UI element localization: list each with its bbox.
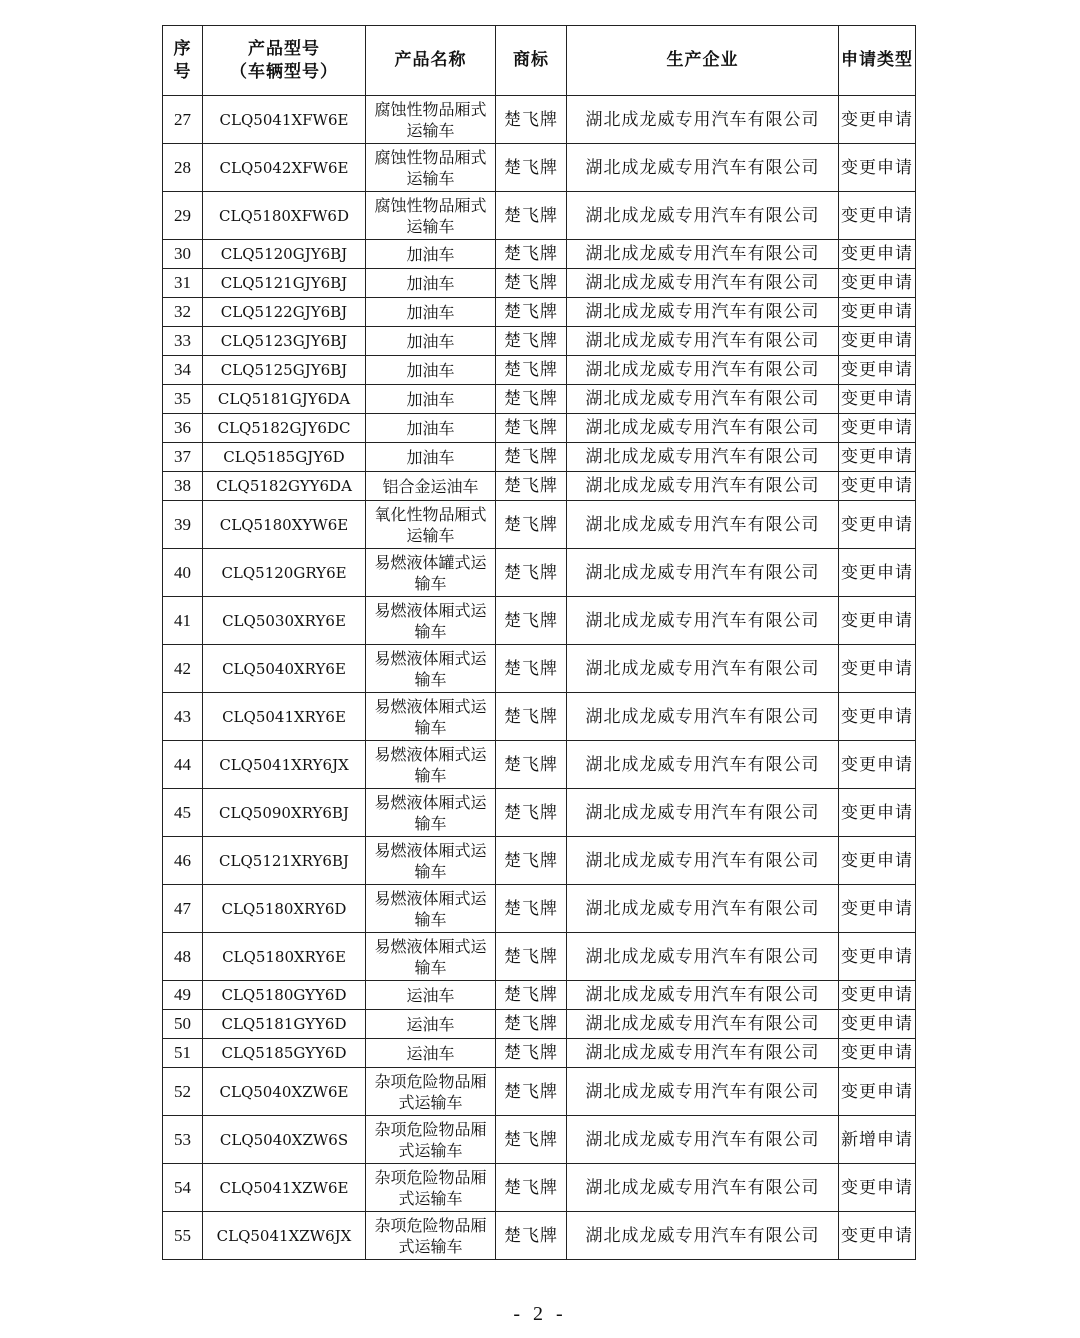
cell-product-name: 易燃液体厢式运输车 [366, 789, 496, 837]
table-row [163, 269, 916, 298]
cell-brand: 楚飞牌 [496, 597, 567, 645]
cell-application-type: 变更申请 [839, 472, 916, 501]
cell-product-name: 加油车 [366, 385, 496, 414]
cell-company: 湖北成龙威专用汽车有限公司 [567, 501, 839, 549]
cell-application-type: 变更申请 [839, 144, 916, 192]
cell-model: CLQ5180GYY6D [203, 981, 366, 1010]
cell-brand: 楚飞牌 [496, 443, 567, 472]
table-row [163, 789, 916, 837]
cell-product-name: 加油车 [366, 356, 496, 385]
cell-application-type: 新增申请 [839, 1116, 916, 1164]
cell-company: 湖北成龙威专用汽车有限公司 [567, 356, 839, 385]
cell-brand: 楚飞牌 [496, 1212, 567, 1260]
cell-seq: 51 [163, 1039, 203, 1068]
cell-brand: 楚飞牌 [496, 549, 567, 597]
cell-seq: 44 [163, 741, 203, 789]
cell-company: 湖北成龙威专用汽车有限公司 [567, 597, 839, 645]
cell-brand: 楚飞牌 [496, 981, 567, 1010]
table-row [163, 741, 916, 789]
cell-seq: 50 [163, 1010, 203, 1039]
cell-application-type: 变更申请 [839, 789, 916, 837]
cell-application-type: 变更申请 [839, 693, 916, 741]
cell-product-name: 易燃液体厢式运输车 [366, 837, 496, 885]
table-row [163, 240, 916, 269]
cell-model: CLQ5041XRY6E [203, 693, 366, 741]
cell-model: CLQ5180XRY6D [203, 885, 366, 933]
cell-product-name: 杂项危险物品厢式运输车 [366, 1116, 496, 1164]
cell-brand: 楚飞牌 [496, 645, 567, 693]
cell-brand: 楚飞牌 [496, 1068, 567, 1116]
cell-brand: 楚飞牌 [496, 1010, 567, 1039]
table-row [163, 1164, 916, 1212]
cell-model: CLQ5181GYY6D [203, 1010, 366, 1039]
cell-product-name: 加油车 [366, 327, 496, 356]
cell-product-name: 腐蚀性物品厢式运输车 [366, 192, 496, 240]
cell-brand: 楚飞牌 [496, 96, 567, 144]
table-row [163, 501, 916, 549]
header-seq: 序号 [163, 26, 203, 96]
cell-company: 湖北成龙威专用汽车有限公司 [567, 741, 839, 789]
cell-product-name: 杂项危险物品厢式运输车 [366, 1164, 496, 1212]
table-body [163, 96, 916, 1260]
cell-model: CLQ5041XRY6JX [203, 741, 366, 789]
cell-seq: 29 [163, 192, 203, 240]
cell-model: CLQ5090XRY6BJ [203, 789, 366, 837]
cell-company: 湖北成龙威专用汽车有限公司 [567, 1039, 839, 1068]
cell-application-type: 变更申请 [839, 1212, 916, 1260]
cell-application-type: 变更申请 [839, 443, 916, 472]
cell-application-type: 变更申请 [839, 1068, 916, 1116]
table-row [163, 1212, 916, 1260]
cell-model: CLQ5041XZW6JX [203, 1212, 366, 1260]
cell-model: CLQ5120GRY6E [203, 549, 366, 597]
cell-product-name: 加油车 [366, 443, 496, 472]
cell-company: 湖北成龙威专用汽车有限公司 [567, 1068, 839, 1116]
table-row [163, 472, 916, 501]
header-type: 申请类型 [839, 26, 916, 96]
cell-company: 湖北成龙威专用汽车有限公司 [567, 1212, 839, 1260]
cell-seq: 48 [163, 933, 203, 981]
cell-product-name: 腐蚀性物品厢式运输车 [366, 144, 496, 192]
table-row [163, 933, 916, 981]
table-row [163, 837, 916, 885]
cell-model: CLQ5185GJY6D [203, 443, 366, 472]
cell-company: 湖北成龙威专用汽车有限公司 [567, 645, 839, 693]
cell-product-name: 氧化性物品厢式运输车 [366, 501, 496, 549]
cell-product-name: 易燃液体厢式运输车 [366, 933, 496, 981]
cell-model: CLQ5123GJY6BJ [203, 327, 366, 356]
cell-company: 湖北成龙威专用汽车有限公司 [567, 240, 839, 269]
cell-company: 湖北成龙威专用汽车有限公司 [567, 96, 839, 144]
cell-product-name: 易燃液体罐式运输车 [366, 549, 496, 597]
cell-brand: 楚飞牌 [496, 501, 567, 549]
cell-brand: 楚飞牌 [496, 414, 567, 443]
cell-seq: 39 [163, 501, 203, 549]
cell-product-name: 加油车 [366, 269, 496, 298]
cell-brand: 楚飞牌 [496, 693, 567, 741]
cell-brand: 楚飞牌 [496, 1116, 567, 1164]
cell-brand: 楚飞牌 [496, 269, 567, 298]
cell-seq: 34 [163, 356, 203, 385]
cell-model: CLQ5180XRY6E [203, 933, 366, 981]
cell-model: CLQ5042XFW6E [203, 144, 366, 192]
cell-product-name: 加油车 [366, 414, 496, 443]
cell-brand: 楚飞牌 [496, 1039, 567, 1068]
cell-company: 湖北成龙威专用汽车有限公司 [567, 414, 839, 443]
cell-seq: 40 [163, 549, 203, 597]
cell-company: 湖北成龙威专用汽车有限公司 [567, 472, 839, 501]
cell-product-name: 加油车 [366, 298, 496, 327]
cell-model: CLQ5121XRY6BJ [203, 837, 366, 885]
cell-product-name: 运油车 [366, 1010, 496, 1039]
table-row [163, 327, 916, 356]
cell-application-type: 变更申请 [839, 192, 916, 240]
cell-company: 湖北成龙威专用汽车有限公司 [567, 789, 839, 837]
cell-product-name: 铝合金运油车 [366, 472, 496, 501]
cell-model: CLQ5121GJY6BJ [203, 269, 366, 298]
cell-company: 湖北成龙威专用汽车有限公司 [567, 693, 839, 741]
table-row [163, 443, 916, 472]
cell-company: 湖北成龙威专用汽车有限公司 [567, 837, 839, 885]
cell-model: CLQ5030XRY6E [203, 597, 366, 645]
cell-application-type: 变更申请 [839, 269, 916, 298]
cell-application-type: 变更申请 [839, 1164, 916, 1212]
cell-seq: 31 [163, 269, 203, 298]
cell-product-name: 易燃液体厢式运输车 [366, 597, 496, 645]
header-name: 产品名称 [366, 26, 496, 96]
header-model-line1: 产品型号 [248, 38, 320, 59]
table-row [163, 597, 916, 645]
table-row [163, 414, 916, 443]
cell-seq: 52 [163, 1068, 203, 1116]
cell-seq: 37 [163, 443, 203, 472]
vehicle-registry-table [162, 25, 916, 1260]
table-row [163, 981, 916, 1010]
cell-seq: 35 [163, 385, 203, 414]
cell-brand: 楚飞牌 [496, 356, 567, 385]
cell-model: CLQ5041XFW6E [203, 96, 366, 144]
cell-application-type: 变更申请 [839, 385, 916, 414]
cell-company: 湖北成龙威专用汽车有限公司 [567, 144, 839, 192]
cell-brand: 楚飞牌 [496, 240, 567, 269]
cell-product-name: 加油车 [366, 240, 496, 269]
cell-model: CLQ5122GJY6BJ [203, 298, 366, 327]
cell-application-type: 变更申请 [839, 741, 916, 789]
cell-application-type: 变更申请 [839, 356, 916, 385]
cell-model: CLQ5125GJY6BJ [203, 356, 366, 385]
cell-company: 湖北成龙威专用汽车有限公司 [567, 298, 839, 327]
table-row [163, 1068, 916, 1116]
table-row [163, 1039, 916, 1068]
page-number: - 2 - [513, 1303, 567, 1325]
cell-product-name: 易燃液体厢式运输车 [366, 885, 496, 933]
cell-brand: 楚飞牌 [496, 789, 567, 837]
cell-company: 湖北成龙威专用汽车有限公司 [567, 192, 839, 240]
cell-seq: 45 [163, 789, 203, 837]
cell-application-type: 变更申请 [839, 501, 916, 549]
cell-company: 湖北成龙威专用汽车有限公司 [567, 1164, 839, 1212]
cell-seq: 47 [163, 885, 203, 933]
table-row [163, 1010, 916, 1039]
cell-model: CLQ5180XFW6D [203, 192, 366, 240]
cell-company: 湖北成龙威专用汽车有限公司 [567, 1116, 839, 1164]
cell-seq: 27 [163, 96, 203, 144]
cell-application-type: 变更申请 [839, 837, 916, 885]
cell-brand: 楚飞牌 [496, 741, 567, 789]
cell-model: CLQ5040XRY6E [203, 645, 366, 693]
cell-brand: 楚飞牌 [496, 327, 567, 356]
cell-company: 湖北成龙威专用汽车有限公司 [567, 443, 839, 472]
cell-company: 湖北成龙威专用汽车有限公司 [567, 549, 839, 597]
cell-application-type: 变更申请 [839, 327, 916, 356]
cell-brand: 楚飞牌 [496, 144, 567, 192]
cell-model: CLQ5041XZW6E [203, 1164, 366, 1212]
cell-product-name: 杂项危险物品厢式运输车 [366, 1068, 496, 1116]
table-row [163, 693, 916, 741]
cell-brand: 楚飞牌 [496, 837, 567, 885]
cell-company: 湖北成龙威专用汽车有限公司 [567, 933, 839, 981]
cell-seq: 28 [163, 144, 203, 192]
table-row [163, 385, 916, 414]
table-row [163, 885, 916, 933]
cell-company: 湖北成龙威专用汽车有限公司 [567, 269, 839, 298]
cell-seq: 46 [163, 837, 203, 885]
cell-application-type: 变更申请 [839, 885, 916, 933]
cell-seq: 41 [163, 597, 203, 645]
cell-application-type: 变更申请 [839, 96, 916, 144]
cell-application-type: 变更申请 [839, 298, 916, 327]
cell-seq: 53 [163, 1116, 203, 1164]
cell-model: CLQ5181GJY6DA [203, 385, 366, 414]
cell-application-type: 变更申请 [839, 240, 916, 269]
cell-company: 湖北成龙威专用汽车有限公司 [567, 885, 839, 933]
cell-product-name: 易燃液体厢式运输车 [366, 693, 496, 741]
cell-company: 湖北成龙威专用汽车有限公司 [567, 385, 839, 414]
cell-application-type: 变更申请 [839, 414, 916, 443]
table-header-row [163, 26, 916, 96]
cell-application-type: 变更申请 [839, 1039, 916, 1068]
table-row [163, 356, 916, 385]
cell-seq: 30 [163, 240, 203, 269]
cell-seq: 43 [163, 693, 203, 741]
cell-application-type: 变更申请 [839, 1010, 916, 1039]
cell-model: CLQ5040XZW6S [203, 1116, 366, 1164]
cell-seq: 32 [163, 298, 203, 327]
cell-seq: 36 [163, 414, 203, 443]
cell-application-type: 变更申请 [839, 933, 916, 981]
cell-brand: 楚飞牌 [496, 385, 567, 414]
cell-application-type: 变更申请 [839, 981, 916, 1010]
header-model-line2: （车辆型号） [230, 61, 338, 82]
cell-model: CLQ5182GYY6DA [203, 472, 366, 501]
cell-model: CLQ5180XYW6E [203, 501, 366, 549]
table-row [163, 96, 916, 144]
cell-product-name: 杂项危险物品厢式运输车 [366, 1212, 496, 1260]
cell-brand: 楚飞牌 [496, 933, 567, 981]
cell-brand: 楚飞牌 [496, 298, 567, 327]
cell-seq: 42 [163, 645, 203, 693]
cell-product-name: 腐蚀性物品厢式运输车 [366, 96, 496, 144]
cell-seq: 55 [163, 1212, 203, 1260]
header-brand: 商标 [496, 26, 567, 96]
cell-product-name: 运油车 [366, 981, 496, 1010]
cell-company: 湖北成龙威专用汽车有限公司 [567, 1010, 839, 1039]
header-model [203, 26, 366, 96]
table-row [163, 298, 916, 327]
cell-seq: 33 [163, 327, 203, 356]
cell-brand: 楚飞牌 [496, 885, 567, 933]
cell-brand: 楚飞牌 [496, 1164, 567, 1212]
cell-brand: 楚飞牌 [496, 192, 567, 240]
cell-seq: 38 [163, 472, 203, 501]
cell-application-type: 变更申请 [839, 645, 916, 693]
table-row [163, 645, 916, 693]
cell-model: CLQ5120GJY6BJ [203, 240, 366, 269]
cell-application-type: 变更申请 [839, 549, 916, 597]
cell-seq: 54 [163, 1164, 203, 1212]
cell-brand: 楚飞牌 [496, 472, 567, 501]
cell-company: 湖北成龙威专用汽车有限公司 [567, 327, 839, 356]
header-company: 生产企业 [567, 26, 839, 96]
cell-seq: 49 [163, 981, 203, 1010]
cell-product-name: 运油车 [366, 1039, 496, 1068]
cell-model: CLQ5040XZW6E [203, 1068, 366, 1116]
table-row [163, 549, 916, 597]
table-row [163, 144, 916, 192]
table-row [163, 192, 916, 240]
cell-model: CLQ5185GYY6D [203, 1039, 366, 1068]
cell-product-name: 易燃液体厢式运输车 [366, 741, 496, 789]
cell-product-name: 易燃液体厢式运输车 [366, 645, 496, 693]
cell-company: 湖北成龙威专用汽车有限公司 [567, 981, 839, 1010]
cell-application-type: 变更申请 [839, 597, 916, 645]
table-row [163, 1116, 916, 1164]
cell-model: CLQ5182GJY6DC [203, 414, 366, 443]
